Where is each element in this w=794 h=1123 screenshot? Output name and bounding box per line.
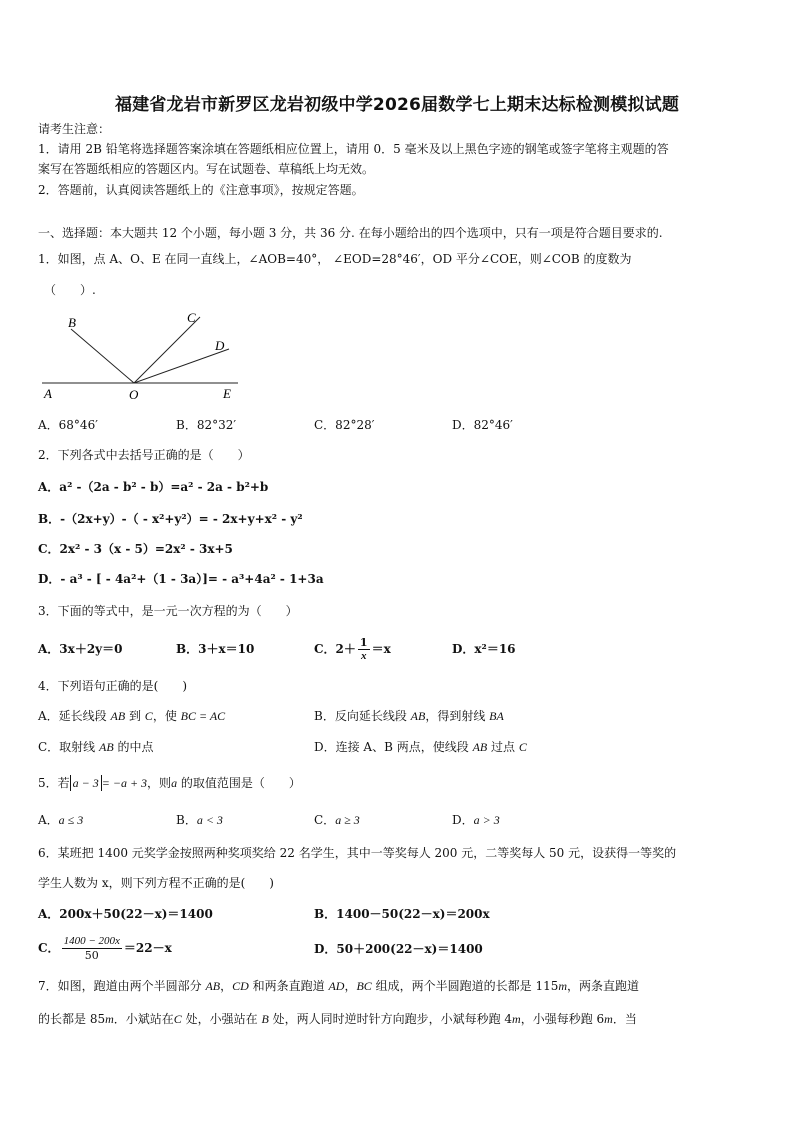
q5-text3: 的取值范围是（ ） [177, 776, 301, 790]
q7-bm4: m [512, 1012, 521, 1026]
q5-stem [38, 775, 301, 791]
q3-frac-den: x [360, 650, 367, 662]
q3-option-c-prefix: C．2＋ [314, 642, 356, 656]
q4-b-math2: BA [489, 709, 504, 723]
q4-a-text2: 到 [125, 709, 145, 723]
q7-bm2: C [173, 1012, 182, 1026]
q2-option-d: D．- a³ - [ - 4a²+（1 - 3a）]= - a³+4a² - 1+3a [38, 572, 324, 586]
q1-label-A: A [44, 386, 52, 400]
q4-a-math3: BC = AC [180, 709, 226, 723]
q2-stem: 2．下列各式中去括号正确的是（ ） [38, 448, 250, 462]
q4-a-math1: AB [110, 709, 126, 723]
q7-b1: 的长都是 85 [38, 1012, 106, 1026]
q7-a4: ， [344, 979, 357, 993]
q5-var: a [171, 776, 178, 790]
q7-bm1: m [105, 1012, 114, 1026]
q4-d-text2: 过点 [487, 740, 519, 754]
q6-option-a: A．200x＋50(22－x)＝1400 [38, 907, 213, 921]
q7-b3: 处，小强站在 [181, 1012, 262, 1026]
q3-option-a: A．3x＋2y＝0 [38, 642, 123, 656]
notice-item-2: 2．答题前，认真阅读答题纸上的《注意事项》，按规定答题。 [38, 183, 364, 197]
q5-d-math: a > 3 [473, 813, 500, 827]
q7-a1: 7．如图，跑道由两个半圆部分 [38, 979, 206, 993]
q4-option-c [38, 739, 154, 755]
q4-option-b [314, 708, 504, 724]
q5-b-label: B． [176, 813, 197, 827]
q1-option-d: D．82°46′ [452, 418, 513, 432]
q6-option-d: D．50＋200(22－x)＝1400 [314, 942, 483, 956]
q5-a-math: a ≤ 3 [58, 813, 84, 827]
q7-bm3: B [261, 1012, 269, 1026]
q5-option-d [452, 812, 500, 828]
q5-text2: ，则 [147, 776, 172, 790]
q7-b4: 处，两人同时逆时针方向跑步，小斌每秒跑 4 [268, 1012, 513, 1026]
q6-option-b: B．1400－50(22－x)＝200x [314, 907, 490, 921]
q1-label-B: B [68, 315, 76, 330]
q2-option-b: B．-（2x+y）-（ - x²+y²）= - 2x+y+x² - y² [38, 512, 303, 526]
q4-c-text1: C．取射线 [38, 740, 99, 754]
q2-option-a: A．a² -（2a - b² - b）=a² - 2a - b²+b [38, 480, 269, 494]
q4-c-text2: 的中点 [113, 740, 154, 754]
q6-c-label: C． [38, 941, 60, 955]
q5-option-b [176, 812, 223, 828]
q7-b2: ．小斌站在 [113, 1012, 174, 1026]
q7-a5: 组成，两个半圆跑道的长都是 115 [371, 979, 559, 993]
q7-am1: AB [205, 979, 221, 993]
notice-item-1b: 案写在答题纸相应的答题区内。写在试题卷、草稿纸上均无效。 [38, 162, 375, 176]
q5-c-label: C． [314, 813, 336, 827]
q4-d-text1: D．连接 A、B 两点，使线段 [314, 740, 473, 754]
q5-option-a [38, 812, 83, 828]
q7-bm5: m [604, 1012, 613, 1026]
q1-option-a: A．68°46′ [38, 418, 98, 432]
q6-frac-num: 1400 − 200x [63, 935, 120, 947]
section-heading: 一、选择题：本大题共 12 个小题，每小题 3 分，共 36 分. 在每小题给出的四个选项中，只有一项是符合题目要求的. [38, 226, 663, 240]
q6-stem-line1: 6．某班把 1400 元奖学金按照两种奖项奖给 22 名学生，其中一等奖每人 200 元，二等奖每人 50 元，设获得一等奖的 [38, 846, 677, 860]
q7-b6: ．当 [612, 1012, 637, 1026]
q7-b5: ，小强每秒跑 6 [520, 1012, 605, 1026]
q5-abs-expr: a − 3 [70, 775, 102, 791]
q1-label-O: O [129, 387, 139, 400]
q4-b-text1: B．反向延长线段 [314, 709, 411, 723]
q7-a6: ，两条直跑道 [567, 979, 640, 993]
q4-a-math2: C [144, 709, 153, 723]
q3-option-c-fraction [358, 636, 370, 663]
q1-option-c: C．82°28′ [314, 418, 375, 432]
q7-a3: 和两条直跑道 [248, 979, 329, 993]
q7-stem-line2 [38, 1011, 637, 1027]
q1-option-b: B．82°32′ [176, 418, 237, 432]
q5-c-math: a ≥ 3 [335, 813, 360, 827]
q1-label-E: E [223, 386, 231, 400]
q5-rhs: = −a + 3 [101, 776, 148, 790]
notice-heading: 请考生注意： [38, 122, 111, 136]
q3-option-d: D．x²＝16 [452, 642, 516, 656]
q3-frac-num: 1 [359, 636, 368, 649]
q3-option-b: B．3＋x＝10 [176, 642, 255, 656]
page-title: 福建省龙岩市新罗区龙岩初级中学2026届数学七上期末达标检测模拟试题 [114, 95, 680, 115]
q6-option-c [38, 926, 172, 970]
q7-am5: m [558, 979, 568, 993]
q7-am3: AD [328, 979, 345, 993]
q1-answer-paren: （ ）. [44, 283, 96, 297]
q4-stem: 4．下列语句正确的是( ) [38, 679, 187, 693]
q4-option-a [38, 708, 225, 724]
q5-b-math: a < 3 [196, 813, 223, 827]
q1-label-D: D [215, 338, 225, 353]
q4-d-math1: AB [472, 740, 488, 754]
q5-text1: 5．若 [38, 776, 70, 790]
q4-a-text1: A．延长线段 [38, 709, 111, 723]
q3-option-c-suffix: ＝x [371, 642, 391, 656]
q4-option-d [314, 739, 527, 755]
q6-c-suffix: ＝22－x [123, 941, 172, 955]
q1-figure [38, 305, 248, 400]
q4-b-math1: AB [410, 709, 426, 723]
q4-a-text3: ，使 [152, 709, 181, 723]
q5-option-c [314, 812, 360, 828]
q5-a-label: A． [38, 813, 59, 827]
q6-c-fraction [62, 935, 122, 962]
q1-label-C: C [187, 310, 196, 325]
q3-stem: 3．下面的等式中，是一元一次方程的为（ ） [38, 604, 298, 618]
q6-frac-den: 50 [84, 949, 99, 962]
q1-stem: 1．如图，点 A、O、E 在同一直线上，∠AOB=40°， ∠EOD=28°46′，OD 平分∠COE，则∠COB 的度数为 [38, 252, 632, 266]
q2-option-c: C．2x² - 3（x - 5）=2x² - 3x+5 [38, 542, 233, 556]
q7-am4: BC [356, 979, 372, 993]
q4-c-math1: AB [99, 740, 114, 754]
q7-stem-line1 [38, 978, 639, 994]
notice-item-1a: 1．请用 2B 铅笔将选择题答案涂填在答题纸相应位置上，请用 0．5 毫米及以上黑色字迹的钢笔或签字笔将主观题的答 [38, 142, 669, 156]
q7-am2: CD [232, 979, 249, 993]
q4-b-text2: ，得到射线 [425, 709, 490, 723]
q4-d-math2: C [518, 740, 527, 754]
q7-a2: ， [220, 979, 233, 993]
q6-stem-line2: 学生人数为 x，则下列方程不正确的是( ) [38, 876, 274, 890]
q5-d-label: D． [452, 813, 474, 827]
q3-option-c [314, 627, 391, 671]
